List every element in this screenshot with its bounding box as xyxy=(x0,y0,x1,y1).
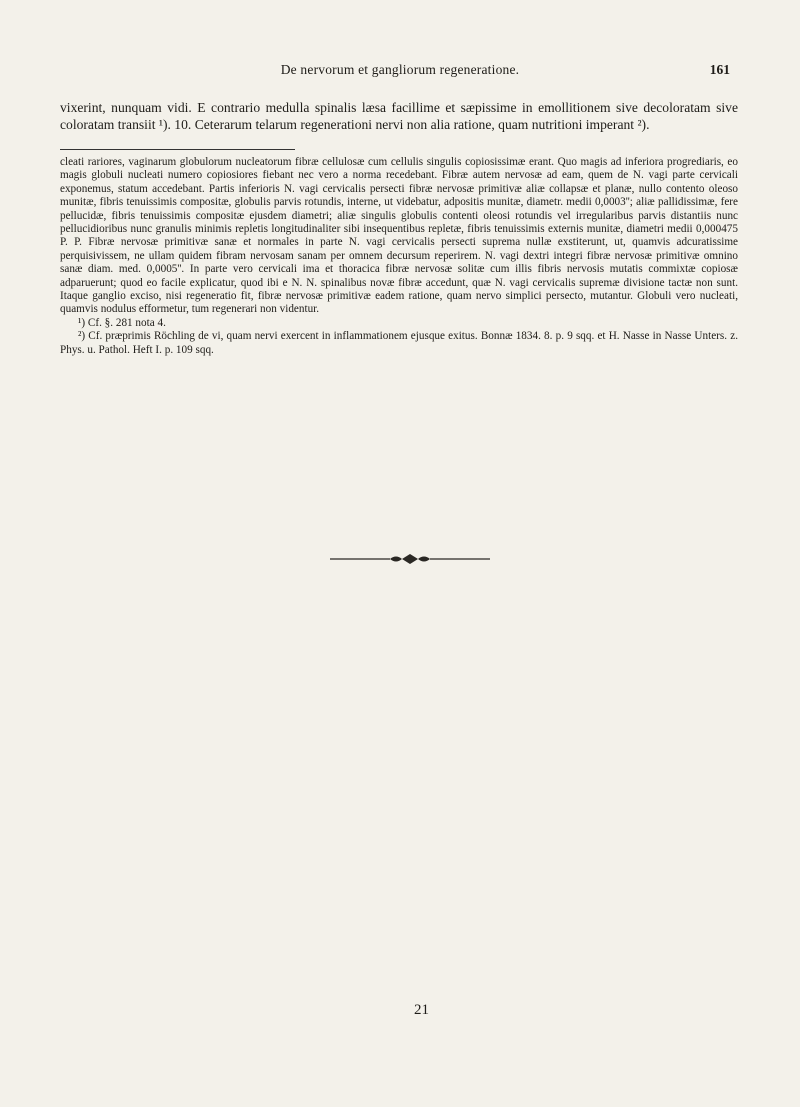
running-title: De nervorum et gangliorum regeneratione. xyxy=(280,62,520,77)
footnote-separator-rule xyxy=(60,149,295,150)
page-header xyxy=(70,62,730,84)
signature-mark: 21 xyxy=(414,1002,429,1018)
ornament-divider xyxy=(330,553,490,565)
page-number: 161 xyxy=(709,62,730,77)
footnote-2: ²) Cf. præprimis Röchling de vi, quam nervi exercent in inflammationem ejusque exitus. Bonnæ 1834. 8. p. 9 sqq. et H. Nasse in Nasse Unters. z. Phys. u. Pathol. Heft I. p. 109 sqq. xyxy=(60,330,738,356)
footnotes xyxy=(60,156,738,357)
main-paragraph: vixerint, nunquam vidi. E contrario medulla spinalis læsa facillime et sæpissime in emollitionem sive decoloratam sive coloratam transiit ¹). 10. Ceterarum telarum regenerationi nervi non alia ratione, quam nutritioni imperant ²). xyxy=(60,100,738,132)
footnote-1: ¹) Cf. §. 281 nota 4. xyxy=(78,316,166,329)
main-text xyxy=(60,100,738,133)
footnote-continuation: cleati rariores, vaginarum globulorum nucleatorum fibræ cellulosæ cum cellulis singulis copiosissimæ erant. Quo magis ad inferiora progrediaris, eo magis globuli nucleati numero copiosiores fiebant nec vero a norma recedebant. Fibræ autem nervosæ ad eam, quem de N. vagi parte cervicali exponemus, statum accedebant. Partis inferioris N. vagi cervicalis persecti fibræ nervosæ primitivæ aliæ collapsæ et planæ, nullo contento oleoso munitæ, fibris tenuissimis compositæ, globulis parvis rotundis, interne, ut videbatur, adpositis munitæ, diametr. medii 0,0003''; aliæ pallidissimæ, fere pellucidæ, fibris tenuissimis compositæ ejusdem diametri; aliæ singulis globulis contenti oleosi rotundis vel irregularibus parvis distantiis nunc pellucidioribus nunc granulis minimis repletis longitudinaliter sibi insequentibus repletæ, fibris tenuissimis externis munitæ, diametri medii 0,000475 P. P. Fibræ nervosæ primitivæ sanæ et normales in parte N. vagi cervicalis persecti suprema nullæ exstiterunt, ut, quamvis adcuratissime perquisivissem, ne ullam quidem fibram nervosam sanam per omnem decursum reperirem. N. vagi dextri integri fibræ nervosæ primitivæ omnino sanæ diam. med. 0,0005''. In parte vero cervicali ima et thoracica fibræ nervosæ solitæ cum illis fibris nervosis mutatis commixtæ copiosæ adparuerunt; quod eo facile explicatur, quod ibi e N. N. spinalibus novæ fibræ accedunt, quæ N. vagi cervicalis supremæ divisione tactæ non sunt. Itaque ganglio exciso, nisi regeneratio fit, fibræ nervosæ primitivæ eadem ratione, quam nervo simplici persecto, mutantur. Globuli vero nucleati, quamvis nodulus efformetur, tum regenerari non videntur. xyxy=(60,156,738,316)
